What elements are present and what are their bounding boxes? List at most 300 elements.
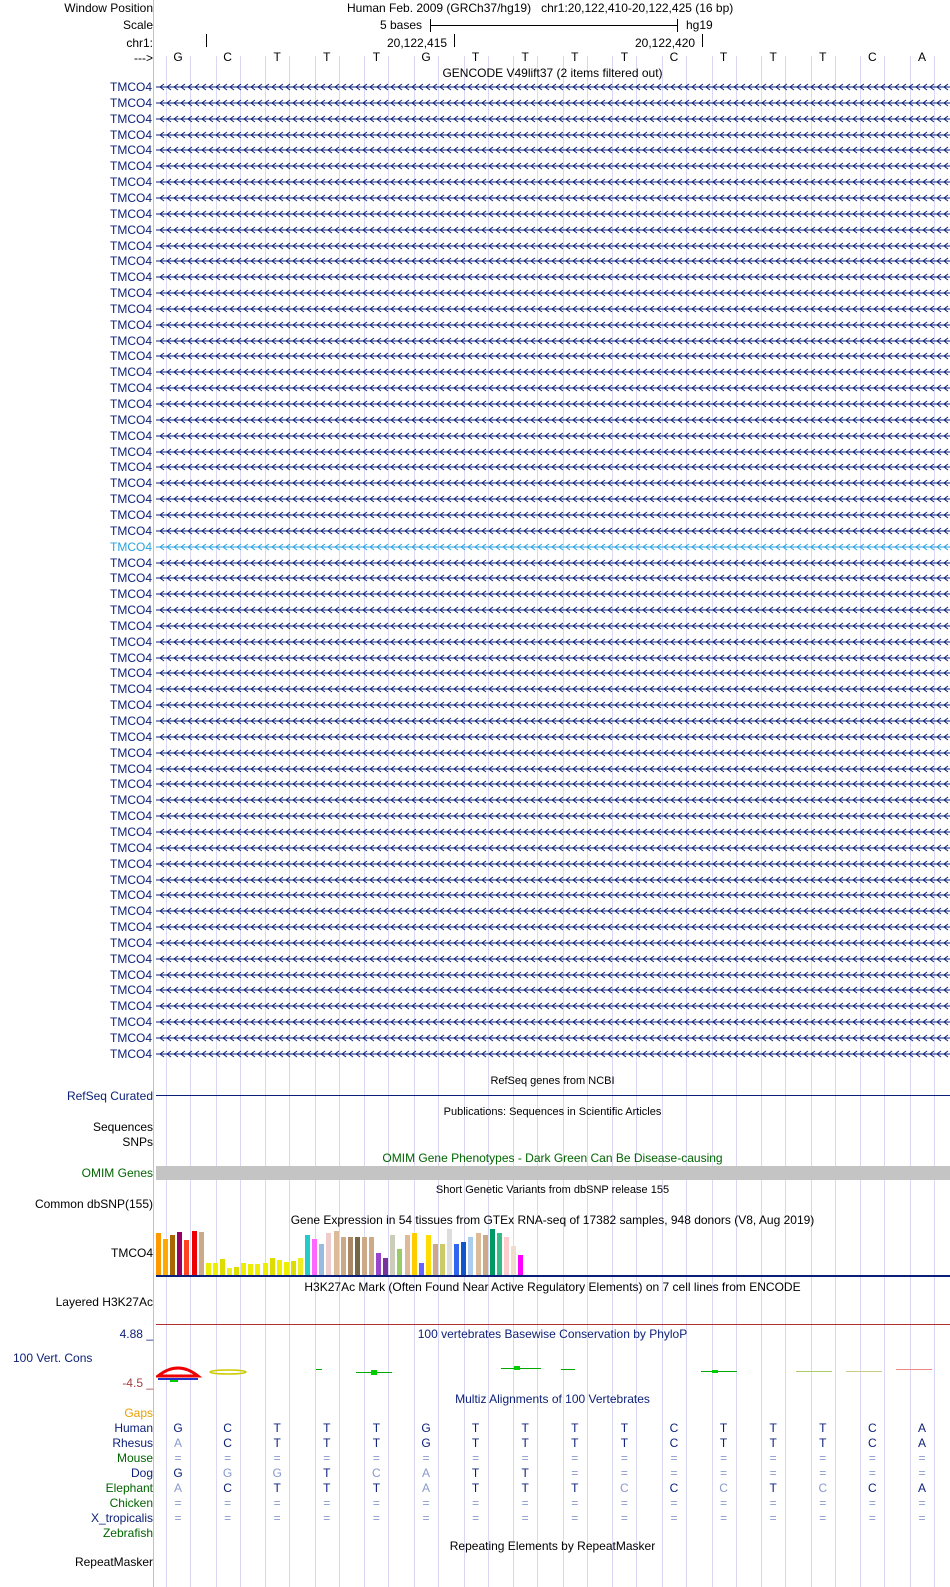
gencode-transcript[interactable] xyxy=(156,635,950,649)
alignment-base: = xyxy=(819,1511,827,1525)
gencode-transcript[interactable] xyxy=(156,730,950,744)
gtex-tissue-bar[interactable] xyxy=(390,1235,395,1275)
gencode-transcript[interactable] xyxy=(156,904,950,918)
species-label[interactable]: Mouse xyxy=(116,1451,153,1465)
alignment-base: T xyxy=(719,1436,728,1450)
gencode-gene-label[interactable]: TMCO4 xyxy=(110,999,152,1014)
alignment-base: = xyxy=(571,1451,579,1465)
alignment-base: = xyxy=(769,1466,777,1480)
gtex-tissue-bar[interactable] xyxy=(483,1235,488,1275)
alignment-base: C xyxy=(719,1481,728,1495)
gencode-transcript[interactable] xyxy=(156,413,950,427)
alignment-base: = xyxy=(472,1451,480,1465)
alignment-base: G xyxy=(421,1421,431,1435)
gtex-tissue-bar[interactable] xyxy=(490,1229,495,1275)
phylop-plot[interactable] xyxy=(156,1360,950,1384)
gtex-tissue-bar[interactable] xyxy=(518,1255,523,1275)
alignment-base: = xyxy=(174,1496,182,1510)
alignment-base: = xyxy=(273,1511,281,1525)
phylop-max: 4.88 _ xyxy=(119,1327,153,1341)
gtex-tissue-bar[interactable] xyxy=(341,1237,346,1275)
gencode-transcript[interactable] xyxy=(156,762,950,776)
alignment-base: A xyxy=(173,1481,182,1495)
gtex-tissue-bar[interactable] xyxy=(170,1235,175,1275)
gencode-transcript[interactable] xyxy=(156,587,950,601)
gencode-gene-label[interactable]: TMCO4 xyxy=(110,682,152,697)
alignment-base: = xyxy=(620,1511,628,1525)
alignment-base: A xyxy=(917,1436,926,1450)
gtex-tissue-bar[interactable] xyxy=(476,1233,481,1275)
gencode-transcript[interactable] xyxy=(156,191,950,205)
alignment-base: = xyxy=(769,1511,777,1525)
alignment-base: = xyxy=(769,1451,777,1465)
gencode-gene-label[interactable]: TMCO4 xyxy=(110,270,152,285)
alignment-base: G xyxy=(272,1466,282,1480)
alignment-base: C xyxy=(223,1436,232,1450)
gencode-gene-label[interactable]: TMCO4 xyxy=(110,365,152,380)
gencode-gene-label[interactable]: TMCO4 xyxy=(110,460,152,475)
gencode-transcript[interactable] xyxy=(156,603,950,617)
gtex-tissue-bar[interactable] xyxy=(326,1233,331,1275)
gtex-tissue-bar[interactable] xyxy=(362,1237,367,1275)
gencode-title: GENCODE V49lift37 (2 items filtered out) xyxy=(442,66,663,80)
gencode-transcript[interactable] xyxy=(156,1031,950,1045)
gtex-tissue-bar[interactable] xyxy=(298,1258,303,1275)
alignment-base: T xyxy=(372,1436,381,1450)
gtex-tissue-bar[interactable] xyxy=(419,1263,424,1275)
alignment-base: = xyxy=(422,1451,430,1465)
alignment-base: T xyxy=(819,1421,827,1435)
gencode-transcript[interactable] xyxy=(156,128,950,142)
gencode-gene-label[interactable]: TMCO4 xyxy=(110,761,152,776)
gencode-gene-label[interactable]: TMCO4 xyxy=(110,444,152,459)
scale-db: hg19 xyxy=(686,18,713,32)
gtex-tissue-bar[interactable] xyxy=(383,1258,388,1275)
gencode-transcript[interactable] xyxy=(156,143,950,157)
alignment-base: = xyxy=(620,1466,628,1480)
gencode-transcript[interactable] xyxy=(156,968,950,982)
gencode-transcript[interactable] xyxy=(156,239,950,253)
alignment-base: = xyxy=(273,1496,281,1510)
gtex-tissue-bar[interactable] xyxy=(270,1258,275,1275)
gtex-tissue-bar[interactable] xyxy=(376,1253,381,1275)
gencode-gene-label[interactable]: TMCO4 xyxy=(110,793,152,808)
alignment-base: T xyxy=(521,1466,529,1480)
gencode-gene-label[interactable]: TMCO4 xyxy=(110,587,152,602)
gencode-gene-label[interactable]: TMCO4 xyxy=(110,904,152,919)
repeatmasker-label[interactable]: RepeatMasker xyxy=(74,1555,153,1569)
gtex-tissue-bar[interactable] xyxy=(192,1231,197,1275)
gencode-gene-label[interactable]: TMCO4 xyxy=(110,745,152,760)
gencode-transcript[interactable] xyxy=(156,96,950,110)
gtex-tissue-bar[interactable] xyxy=(199,1232,204,1275)
alignment-base: T xyxy=(819,1436,827,1450)
alignment-base: A xyxy=(173,1436,182,1450)
phylop-title: 100 vertebrates Basewise Conservation by PhyloP xyxy=(417,1327,688,1341)
gtex-tissue-bar[interactable] xyxy=(234,1267,239,1275)
gtex-tissue-bar[interactable] xyxy=(263,1263,268,1275)
gencode-transcript[interactable] xyxy=(156,460,950,474)
sequence-base: T xyxy=(719,50,728,64)
phylop-min: -4.5 _ xyxy=(122,1376,153,1390)
h3k27ac-label[interactable]: Layered H3K27Ac xyxy=(55,1295,153,1309)
gtex-tissue-bar[interactable] xyxy=(412,1233,417,1275)
gencode-gene-label[interactable]: TMCO4 xyxy=(110,412,152,427)
gtex-tissue-bar[interactable] xyxy=(447,1229,452,1275)
gencode-gene-label[interactable]: TMCO4 xyxy=(110,222,152,237)
gencode-gene-label[interactable]: TMCO4 xyxy=(110,967,152,982)
gencode-gene-label[interactable]: TMCO4 xyxy=(110,254,152,269)
gencode-transcript[interactable] xyxy=(156,80,950,94)
publications-snps-label[interactable]: SNPs xyxy=(122,1135,153,1149)
gencode-gene-label[interactable]: TMCO4 xyxy=(110,143,152,158)
alignment-base: A xyxy=(421,1481,430,1495)
gencode-gene-label[interactable]: TMCO4 xyxy=(110,381,152,396)
gencode-transcript[interactable] xyxy=(156,746,950,760)
gencode-gene-label[interactable]: TMCO4 xyxy=(110,238,152,253)
gencode-transcript[interactable] xyxy=(156,1047,950,1061)
alignment-base: = xyxy=(918,1511,926,1525)
gencode-gene-label[interactable]: TMCO4 xyxy=(110,714,152,728)
gencode-transcript[interactable] xyxy=(156,270,950,284)
gencode-transcript[interactable] xyxy=(156,714,950,728)
gencode-transcript[interactable] xyxy=(156,666,950,680)
gtex-tissue-bar[interactable] xyxy=(461,1242,466,1275)
gencode-transcript[interactable] xyxy=(156,698,950,712)
gtex-title: Gene Expression in 54 tissues from GTEx RNA-seq of 17382 samples, 948 donors (V8, Aug 2019) xyxy=(290,1213,815,1227)
gencode-gene-label[interactable]: TMCO4 xyxy=(110,603,152,618)
alignment-base: T xyxy=(521,1481,529,1495)
alignment-base: T xyxy=(769,1421,777,1435)
alignment-base: = xyxy=(720,1466,728,1480)
alignment-base: G xyxy=(222,1466,233,1480)
omim-title: OMIM Gene Phenotypes - Dark Green Can Be Disease-causing xyxy=(382,1151,723,1165)
dbsnp-title: Short Genetic Variants from dbSNP release 155 xyxy=(435,1184,670,1196)
omim-label[interactable]: OMIM Genes xyxy=(81,1166,153,1180)
gencode-gene-label[interactable]: TMCO4 xyxy=(110,824,152,839)
gtex-tissue-bar[interactable] xyxy=(227,1268,232,1275)
gencode-gene-label[interactable]: TMCO4 xyxy=(110,301,152,316)
gencode-gene-label[interactable]: TMCO4 xyxy=(110,476,152,491)
gtex-tissue-bar[interactable] xyxy=(284,1262,289,1275)
gtex-baseline xyxy=(156,1275,950,1277)
alignment-base: = xyxy=(174,1511,182,1525)
gtex-tissue-bar[interactable] xyxy=(334,1231,339,1275)
alignment-base: = xyxy=(819,1451,827,1465)
alignment-base: = xyxy=(670,1511,678,1525)
gtex-tissue-bar[interactable] xyxy=(277,1260,282,1275)
alignment-base: = xyxy=(720,1511,728,1525)
gencode-transcript[interactable] xyxy=(156,334,950,348)
gencode-transcript[interactable] xyxy=(156,571,950,585)
gencode-transcript[interactable] xyxy=(156,651,950,665)
gtex-tissue-bar[interactable] xyxy=(454,1244,459,1275)
gtex-tissue-bar[interactable] xyxy=(305,1235,310,1275)
ruler-tick xyxy=(702,34,703,47)
gaps-label: Gaps xyxy=(124,1406,153,1420)
alignment-base: G xyxy=(173,1466,183,1480)
species-label[interactable]: Elephant xyxy=(105,1481,153,1495)
alignment-base: = xyxy=(670,1466,678,1480)
gencode-transcript[interactable] xyxy=(156,952,950,966)
gtex-tissue-bar[interactable] xyxy=(255,1264,260,1275)
sequence-base: T xyxy=(372,50,381,64)
gencode-transcript[interactable] xyxy=(156,920,950,934)
gencode-transcript[interactable] xyxy=(156,476,950,490)
gencode-gene-label[interactable]: TMCO4 xyxy=(110,1046,152,1061)
alignment-base: = xyxy=(323,1451,331,1465)
gencode-gene-label[interactable]: TMCO4 xyxy=(110,809,152,824)
gencode-transcript[interactable] xyxy=(156,524,950,538)
sequence-base: C xyxy=(868,50,877,64)
alignment-base: = xyxy=(868,1496,876,1510)
h3k27ac-baseline xyxy=(156,1324,950,1325)
gencode-gene-label[interactable]: TMCO4 xyxy=(110,286,152,301)
gtex-tissue-bar[interactable] xyxy=(312,1239,317,1275)
sequence-base: T xyxy=(571,50,579,64)
gencode-gene-label[interactable]: TMCO4 xyxy=(110,428,152,443)
alignment-base: G xyxy=(173,1421,183,1435)
gencode-transcript[interactable] xyxy=(156,777,950,791)
gencode-gene-label[interactable]: TMCO4 xyxy=(110,666,152,681)
gtex-tissue-bar[interactable] xyxy=(405,1235,410,1275)
gtex-tissue-bar[interactable] xyxy=(497,1233,502,1275)
gencode-gene-label[interactable]: TMCO4 xyxy=(110,618,152,633)
alignment-base: = xyxy=(372,1496,380,1510)
sequence-base: G xyxy=(421,50,431,64)
gtex-tissue-bar[interactable] xyxy=(433,1244,438,1275)
alignment-base: C xyxy=(669,1421,679,1435)
gtex-tissue-bar[interactable] xyxy=(511,1246,516,1275)
alignment-base: = xyxy=(620,1496,628,1510)
gencode-gene-label[interactable]: TMCO4 xyxy=(110,840,152,855)
species-label[interactable]: Human xyxy=(114,1421,153,1435)
sequence-base: T xyxy=(323,50,331,64)
gencode-gene-label[interactable]: TMCO4 xyxy=(110,175,152,190)
alignment-base: T xyxy=(471,1421,480,1435)
alignment-base: = xyxy=(720,1496,728,1510)
gencode-transcript[interactable] xyxy=(156,112,950,126)
gencode-gene-label[interactable]: TMCO4 xyxy=(110,159,152,174)
gencode-gene-label[interactable]: TMCO4 xyxy=(110,127,152,142)
gencode-transcript[interactable] xyxy=(156,809,950,823)
alignment-base: = xyxy=(868,1466,876,1480)
gtex-tissue-bar[interactable] xyxy=(504,1237,509,1275)
alignment-base: = xyxy=(521,1511,529,1525)
alignment-base: T xyxy=(273,1481,281,1495)
gencode-gene-label[interactable]: TMCO4 xyxy=(110,95,152,110)
sequence-base: C xyxy=(669,50,679,64)
gencode-transcript[interactable] xyxy=(156,349,950,363)
gencode-gene-label[interactable]: TMCO4 xyxy=(110,190,152,205)
gencode-transcript[interactable] xyxy=(156,540,950,554)
alignment-base: = xyxy=(323,1496,331,1510)
gtex-tissue-bar[interactable] xyxy=(397,1249,402,1275)
gencode-transcript[interactable] xyxy=(156,825,950,839)
gencode-gene-label[interactable]: TMCO4 xyxy=(110,539,152,554)
alignment-base: = xyxy=(422,1496,430,1510)
gencode-gene-label[interactable]: TMCO4 xyxy=(110,920,152,935)
gencode-gene-label[interactable]: TMCO4 xyxy=(110,777,152,792)
alignment-base: T xyxy=(323,1481,331,1495)
gencode-gene-label[interactable]: TMCO4 xyxy=(110,650,152,665)
gtex-tissue-bar[interactable] xyxy=(440,1244,445,1275)
alignment-base: = xyxy=(472,1496,480,1510)
species-label[interactable]: Zebrafish xyxy=(102,1526,153,1540)
gencode-transcript[interactable] xyxy=(156,556,950,570)
omim-bar[interactable] xyxy=(156,1166,950,1180)
alignment-base: T xyxy=(323,1436,331,1450)
gencode-gene-label[interactable]: TMCO4 xyxy=(110,333,152,348)
gencode-transcript[interactable] xyxy=(156,318,950,332)
gencode-gene-label[interactable]: TMCO4 xyxy=(110,856,152,871)
gtex-tissue-bar[interactable] xyxy=(355,1237,360,1275)
label-divider xyxy=(153,0,154,1587)
gtex-tissue-bar[interactable] xyxy=(348,1237,353,1275)
h3k27ac-title: H3K27Ac Mark (Often Found Near Active Regulatory Elements) on 7 cell lines from ENCODE xyxy=(304,1280,801,1294)
gencode-gene-label[interactable]: TMCO4 xyxy=(110,872,152,887)
sequence-base: C xyxy=(223,50,232,64)
gencode-transcript[interactable] xyxy=(156,936,950,950)
alignment-base: T xyxy=(323,1421,331,1435)
gtex-tissue-bar[interactable] xyxy=(213,1263,218,1275)
alignment-base: = xyxy=(472,1511,480,1525)
window-position-label: Window Position xyxy=(64,1,153,15)
gencode-transcript[interactable] xyxy=(156,365,950,379)
gencode-transcript[interactable] xyxy=(156,888,950,902)
gtex-tissue-bar[interactable] xyxy=(468,1237,473,1275)
refseq-title: RefSeq genes from NCBI xyxy=(490,1075,615,1087)
gencode-gene-label[interactable]: TMCO4 xyxy=(110,698,152,713)
gencode-gene-label[interactable]: TMCO4 xyxy=(110,571,152,586)
alignment-base: C xyxy=(868,1421,877,1435)
alignment-base: T xyxy=(620,1436,629,1450)
gencode-transcript[interactable] xyxy=(156,492,950,506)
species-label[interactable]: Rhesus xyxy=(112,1436,153,1450)
alignment-base: T xyxy=(521,1436,529,1450)
sequence-base: T xyxy=(471,50,480,64)
gencode-gene-label[interactable]: TMCO4 xyxy=(110,888,152,903)
assembly-text: Human Feb. 2009 (GRCh37/hg19) chr1:20,122,410-20,122,425 (16 bp) xyxy=(347,1,734,15)
alignment-base: = xyxy=(323,1511,331,1525)
gencode-gene-label[interactable]: TMCO4 xyxy=(110,206,152,221)
alignment-base: A xyxy=(917,1481,926,1495)
sequence-base: G xyxy=(173,50,183,64)
gtex-tissue-bar[interactable] xyxy=(206,1263,211,1275)
gencode-transcript[interactable] xyxy=(156,286,950,300)
gencode-transcript[interactable] xyxy=(156,223,950,237)
gencode-transcript[interactable] xyxy=(156,793,950,807)
gencode-transcript[interactable] xyxy=(156,619,950,633)
gencode-gene-label[interactable]: TMCO4 xyxy=(110,983,152,998)
refseq-label[interactable]: RefSeq Curated xyxy=(66,1089,153,1103)
alignment-base: G xyxy=(421,1436,431,1450)
gtex-tissue-bar[interactable] xyxy=(156,1233,161,1275)
gencode-gene-label[interactable]: TMCO4 xyxy=(110,951,152,966)
gencode-transcript[interactable] xyxy=(156,873,950,887)
gencode-gene-label[interactable]: TMCO4 xyxy=(110,111,152,126)
publications-sequences-label[interactable]: Sequences xyxy=(92,1120,153,1134)
gencode-gene-label[interactable]: TMCO4 xyxy=(110,523,152,538)
gencode-gene-label[interactable]: TMCO4 xyxy=(110,397,152,411)
multiz-title: Multiz Alignments of 100 Vertebrates xyxy=(455,1392,650,1406)
species-label[interactable]: X_tropicalis xyxy=(90,1511,153,1525)
gencode-gene-label[interactable]: TMCO4 xyxy=(110,555,152,570)
gencode-transcript[interactable] xyxy=(156,175,950,189)
alignment-base: = xyxy=(571,1466,579,1480)
gencode-transcript[interactable] xyxy=(156,254,950,268)
gencode-transcript[interactable] xyxy=(156,429,950,443)
sequence-base: T xyxy=(620,50,629,64)
dbsnp-label[interactable]: Common dbSNP(155) xyxy=(34,1197,153,1211)
alignment-base: C xyxy=(223,1481,232,1495)
gencode-gene-label[interactable]: TMCO4 xyxy=(110,1015,152,1030)
gencode-gene-label[interactable]: TMCO4 xyxy=(110,349,152,364)
gencode-gene-label[interactable]: TMCO4 xyxy=(110,1031,152,1045)
gencode-transcript[interactable] xyxy=(156,983,950,997)
gencode-gene-label[interactable]: TMCO4 xyxy=(110,507,152,522)
gtex-tissue-bar[interactable] xyxy=(163,1239,168,1275)
gencode-transcript[interactable] xyxy=(156,302,950,316)
alignment-base: T xyxy=(719,1421,728,1435)
gtex-label[interactable]: TMCO4 xyxy=(111,1246,153,1260)
gencode-gene-label[interactable]: TMCO4 xyxy=(110,729,152,744)
phylop-label[interactable]: 100 Vert. Cons xyxy=(13,1351,93,1365)
gencode-transcript[interactable] xyxy=(156,508,950,522)
gtex-tissue-bar[interactable] xyxy=(241,1263,246,1275)
gtex-tissue-bar[interactable] xyxy=(184,1240,189,1275)
refseq-gene-line[interactable] xyxy=(156,1095,950,1096)
alignment-base: C xyxy=(669,1436,679,1450)
gencode-transcript[interactable] xyxy=(156,841,950,855)
gtex-tissue-bar[interactable] xyxy=(220,1259,225,1275)
alignment-base: = xyxy=(720,1451,728,1465)
gencode-transcript[interactable] xyxy=(156,999,950,1013)
alignment-base: T xyxy=(323,1466,331,1480)
sequence-base: T xyxy=(819,50,827,64)
alignment-base: = xyxy=(918,1466,926,1480)
gtex-tissue-bar[interactable] xyxy=(369,1237,374,1275)
gencode-transcript[interactable] xyxy=(156,381,950,395)
chrom-label: chr1: xyxy=(126,36,153,50)
species-label[interactable]: Dog xyxy=(130,1466,153,1480)
gencode-transcript[interactable] xyxy=(156,397,950,411)
gencode-transcript[interactable] xyxy=(156,207,950,221)
gtex-tissue-bar[interactable] xyxy=(426,1235,431,1275)
gencode-gene-label[interactable]: TMCO4 xyxy=(110,935,152,950)
gencode-transcript[interactable] xyxy=(156,1015,950,1029)
scale-label: Scale xyxy=(122,18,153,32)
gencode-transcript[interactable] xyxy=(156,159,950,173)
alignment-base: C xyxy=(818,1481,828,1495)
gencode-gene-label[interactable]: TMCO4 xyxy=(110,634,152,649)
gencode-gene-label[interactable]: TMCO4 xyxy=(110,317,152,332)
alignment-base: = xyxy=(868,1511,876,1525)
gtex-tissue-bar[interactable] xyxy=(291,1261,296,1275)
species-label[interactable]: Chicken xyxy=(109,1496,153,1510)
gtex-tissue-bar[interactable] xyxy=(177,1232,182,1275)
alignment-base: = xyxy=(422,1511,430,1525)
gencode-transcript[interactable] xyxy=(156,857,950,871)
gtex-tissue-bar[interactable] xyxy=(248,1264,253,1275)
gencode-transcript[interactable] xyxy=(156,445,950,459)
gencode-transcript[interactable] xyxy=(156,682,950,696)
gencode-gene-label[interactable]: TMCO4 xyxy=(110,492,152,507)
alignment-base: T xyxy=(471,1436,480,1450)
sequence-base: T xyxy=(769,50,777,64)
gtex-tissue-bar[interactable] xyxy=(319,1244,324,1275)
gencode-gene-label[interactable]: TMCO4 xyxy=(110,80,152,94)
